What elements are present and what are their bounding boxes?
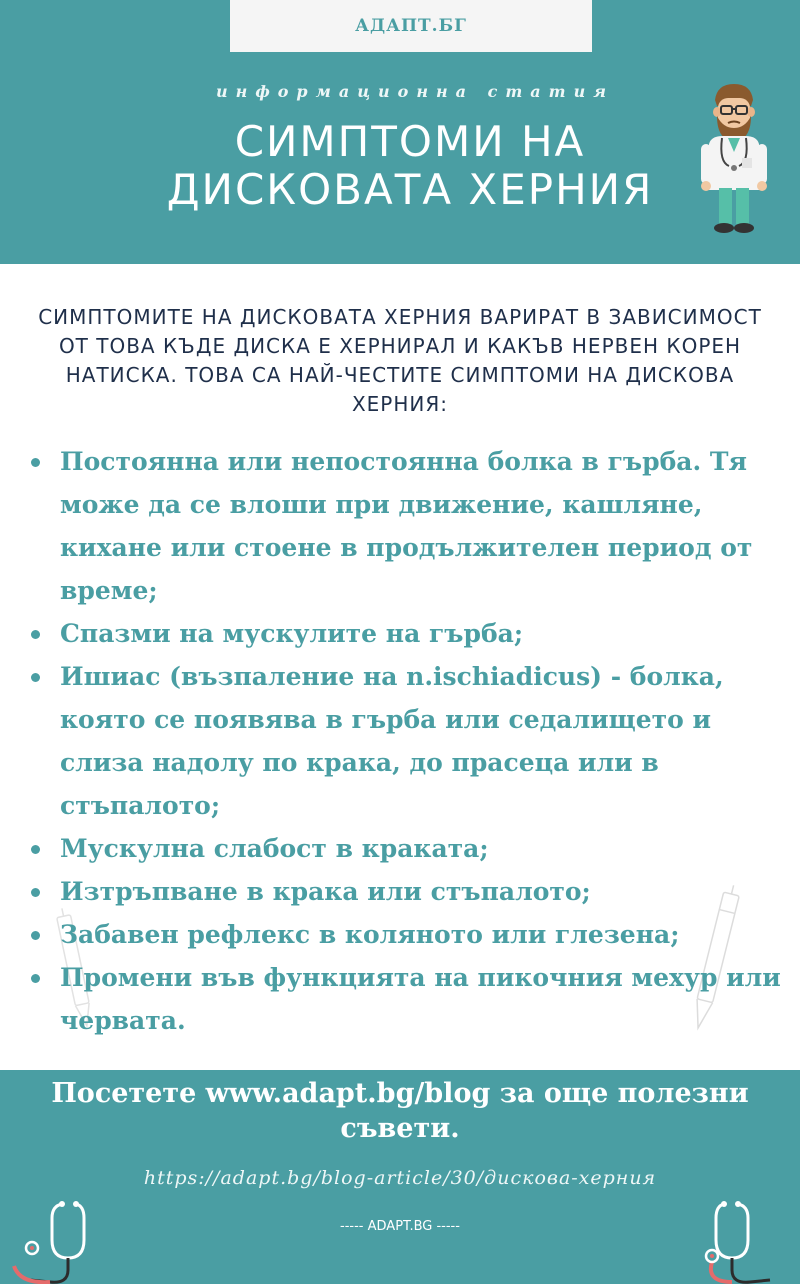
- bullet-icon: [31, 888, 40, 897]
- bullet-icon: [31, 845, 40, 854]
- footer-banner: [0, 1070, 800, 1284]
- symptom-text: Изтръпване в крака или стъпалото;: [60, 877, 591, 906]
- intro-paragraph: СИМПТОМИТЕ НА ДИСКОВАТА ХЕРНИЯ ВАРИРАТ В ЗАВИСИМОСТ ОТ ТОВА КЪДЕ ДИСКА Е ХЕРНИРАЛ И КАКЪВ НЕРВЕН КОРЕН НАТИСКА. ТОВА СА НАЙ-ЧЕСТИТЕ СИМПТОМИ НА ДИСКОВА ХЕРНИЯ:: [38, 305, 762, 416]
- symptom-text: Ишиас (възпаление на n.ischiadicus) - болка, която се появява в гърба или седалището и слиза надолу по крака, до прасеца или в стъпалото;: [60, 662, 724, 820]
- brand-box: [230, 0, 592, 52]
- symptom-text: Спазми на мускулите на гърба;: [60, 619, 524, 648]
- symptoms-list: [28, 440, 788, 1042]
- list-item: [28, 827, 788, 870]
- article-kicker: информационна статия: [216, 82, 614, 101]
- bullet-icon: [31, 974, 40, 983]
- list-item: [28, 612, 788, 655]
- bullet-icon: [31, 458, 40, 467]
- footer-brand: ----- ADAPT.BG -----: [340, 1219, 460, 1234]
- bullet-icon: [31, 630, 40, 639]
- stethoscope-icon: [10, 1196, 110, 1284]
- footer-cta: Посетете www.adapt.bg/blog за още полезни съвети.: [51, 1078, 749, 1144]
- list-item: [28, 655, 788, 827]
- symptom-text: Постоянна или непостоянна болка в гърба. Тя може да се влоши при движение, кашляне, кихане или стоене в продължителен период от време;: [60, 447, 753, 605]
- symptom-text: Забавен рефлекс в коляното или глезена;: [60, 920, 680, 949]
- bullet-icon: [31, 931, 40, 940]
- list-item: [28, 440, 788, 612]
- bullet-icon: [31, 673, 40, 682]
- header-banner: [0, 0, 800, 264]
- article-url[interactable]: https://adapt.bg/blog-article/30/дискова-херния: [143, 1167, 657, 1189]
- page-title: СИМПТОМИ НА ДИСКОВАТА ХЕРНИЯ: [166, 117, 654, 214]
- list-item: [28, 870, 788, 913]
- symptom-text: Промени във функцията на пикочния мехур или червата.: [60, 963, 781, 1035]
- brand-name: АДАПТ.БГ: [355, 16, 467, 36]
- list-item: [28, 956, 788, 1042]
- symptom-text: Мускулна слабост в краката;: [60, 834, 489, 863]
- stethoscope-icon: [690, 1196, 790, 1284]
- list-item: [28, 913, 788, 956]
- doctor-illustration: [695, 78, 773, 238]
